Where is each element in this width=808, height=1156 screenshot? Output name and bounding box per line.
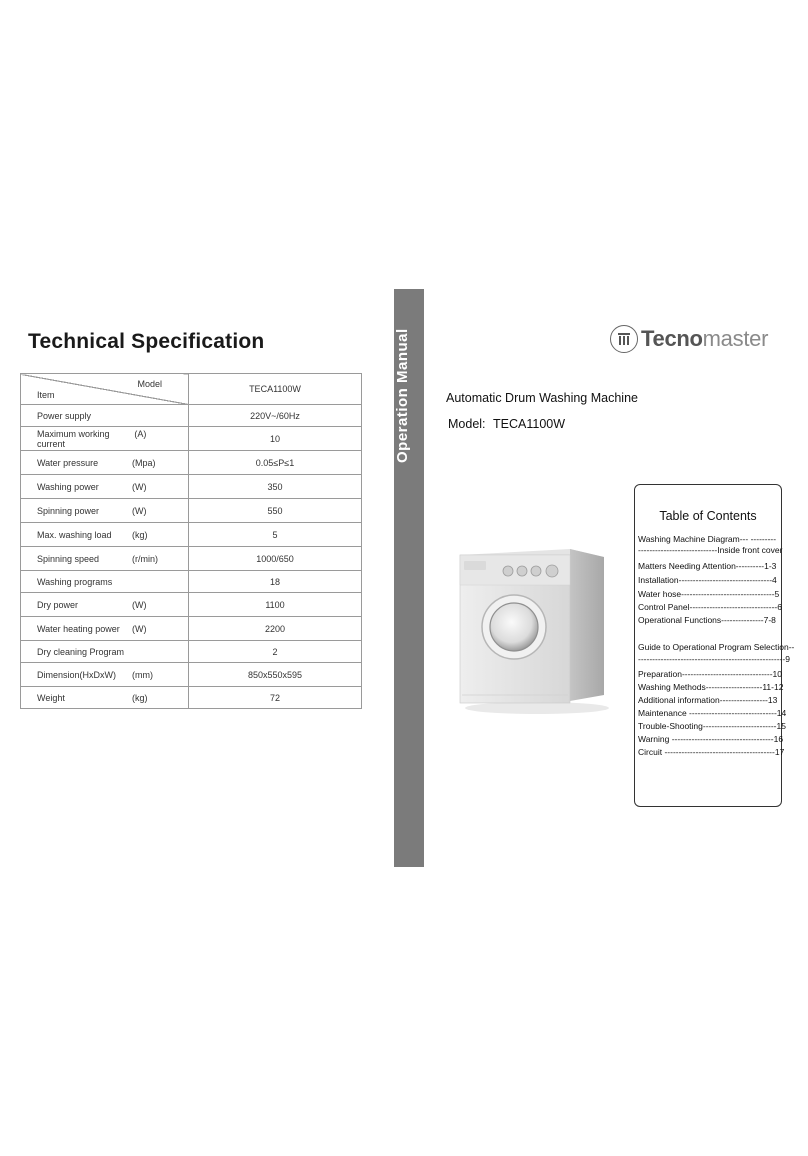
spec-unit bbox=[132, 647, 174, 657]
spec-item: Spinning power bbox=[37, 505, 100, 516]
spec-row bbox=[21, 499, 362, 523]
spec-unit: (W) bbox=[132, 505, 147, 516]
toc-entry: Control Panel-------------------------------6 bbox=[638, 602, 782, 612]
toc-entry: Operational Functions---------------7-8 bbox=[638, 615, 776, 625]
spec-value: 1100 bbox=[189, 593, 362, 617]
spec-row bbox=[21, 547, 362, 571]
spec-value: 2 bbox=[189, 641, 362, 663]
toc-entry: Installation---------------------------------4 bbox=[638, 575, 777, 585]
spec-value: 350 bbox=[189, 475, 362, 499]
spec-item: Maximum working current bbox=[37, 428, 110, 449]
toc-entry: Washing Machine Diagram--- --------- bbox=[638, 534, 777, 544]
model-value: TECA1100W bbox=[493, 417, 566, 431]
toc-entry: ----------------------------------------------------9 bbox=[638, 654, 790, 664]
toc-entry: Preparation--------------------------------10 bbox=[638, 669, 782, 679]
header-item-label: Item bbox=[37, 390, 55, 400]
toc-entry: Maintenance -------------------------------14 bbox=[638, 708, 787, 718]
spec-value: 2200 bbox=[189, 617, 362, 641]
toc-entry: Guide to Operational Program Selection-- bbox=[638, 642, 795, 652]
toc-entry: Water hose---------------------------------5 bbox=[638, 589, 780, 599]
spec-unit: (W) bbox=[132, 481, 147, 492]
spec-row bbox=[21, 523, 362, 547]
spec-row bbox=[21, 405, 362, 427]
spec-row bbox=[21, 617, 362, 641]
spec-item: Dimension(HxDxW) bbox=[37, 669, 117, 680]
model-line bbox=[448, 417, 565, 431]
spec-row bbox=[21, 687, 362, 709]
spec-value: 18 bbox=[189, 571, 362, 593]
brand-logo bbox=[610, 325, 768, 353]
spec-title: Technical Specification bbox=[28, 330, 265, 353]
spec-item: Water pressure bbox=[37, 457, 99, 468]
product-name: Automatic Drum Washing Machine bbox=[446, 391, 638, 405]
spec-row bbox=[21, 593, 362, 617]
spec-unit: (kg) bbox=[132, 692, 148, 703]
spec-value: 850x550x595 bbox=[189, 663, 362, 687]
spec-row bbox=[21, 641, 362, 663]
spec-value: 550 bbox=[189, 499, 362, 523]
spec-unit: (Mpa) bbox=[132, 457, 156, 468]
toc-entry: Circuit ---------------------------------------17 bbox=[638, 747, 785, 757]
toc-entry: Warning ------------------------------------16 bbox=[638, 734, 784, 744]
spec-row bbox=[21, 571, 362, 593]
table-of-contents bbox=[634, 484, 795, 807]
spec-unit bbox=[132, 577, 174, 587]
brand-name bbox=[641, 326, 768, 352]
washing-machine-illustration bbox=[452, 545, 612, 715]
spec-table bbox=[20, 373, 362, 709]
toc-entry: Trouble-Shooting--------------------------15 bbox=[638, 721, 786, 731]
header-model-label: Model bbox=[137, 379, 162, 389]
spine-title: Operation Manual bbox=[394, 328, 411, 464]
toc-entry: Additional information-----------------13 bbox=[638, 695, 778, 705]
brand-bold: Tecno bbox=[641, 326, 703, 351]
toc-entry: ----------------------------Inside front cover bbox=[638, 545, 783, 555]
spec-row bbox=[21, 427, 362, 451]
spec-item: Washing power bbox=[37, 481, 99, 492]
spec-unit bbox=[132, 411, 174, 421]
header-diagonal-cell bbox=[21, 374, 189, 405]
spec-unit: (W) bbox=[132, 599, 147, 610]
spec-value: 220V~/60Hz bbox=[189, 405, 362, 427]
spec-value: 10 bbox=[189, 427, 362, 451]
spec-row bbox=[21, 475, 362, 499]
spec-unit: (mm) bbox=[132, 669, 153, 680]
tecnomaster-logo-icon bbox=[610, 325, 638, 353]
spec-item: Water heating power bbox=[37, 623, 120, 634]
toc-title: Table of Contents bbox=[659, 509, 757, 523]
spec-item: Washing programs bbox=[37, 576, 113, 587]
spec-item: Spinning speed bbox=[37, 553, 100, 564]
spec-value: 0.05≤P≤1 bbox=[189, 451, 362, 475]
spec-item: Weight bbox=[37, 692, 65, 703]
spec-item: Power supply bbox=[37, 410, 92, 421]
spec-item: Max. washing load bbox=[37, 529, 112, 540]
spec-value: 72 bbox=[189, 687, 362, 709]
toc-entry: Washing Methods--------------------11-12 bbox=[638, 682, 784, 692]
spec-item: Dry power bbox=[37, 599, 79, 610]
spec-row bbox=[21, 451, 362, 475]
spec-header-row bbox=[21, 374, 362, 405]
header-model-value: TECA1100W bbox=[189, 374, 362, 405]
brand-light: master bbox=[702, 326, 769, 351]
spec-row bbox=[21, 663, 362, 687]
spec-unit: (W) bbox=[132, 623, 147, 634]
spine-stripe bbox=[394, 289, 424, 867]
spec-item: Dry cleaning Program bbox=[37, 646, 125, 657]
spec-unit: (kg) bbox=[132, 529, 148, 540]
spec-unit: (A) bbox=[134, 428, 147, 439]
spec-unit: (r/min) bbox=[132, 553, 158, 564]
model-label: Model: bbox=[448, 417, 486, 431]
toc-entry: Matters Needing Attention----------1-3 bbox=[638, 561, 777, 571]
spec-value: 1000/650 bbox=[189, 547, 362, 571]
spec-value: 5 bbox=[189, 523, 362, 547]
